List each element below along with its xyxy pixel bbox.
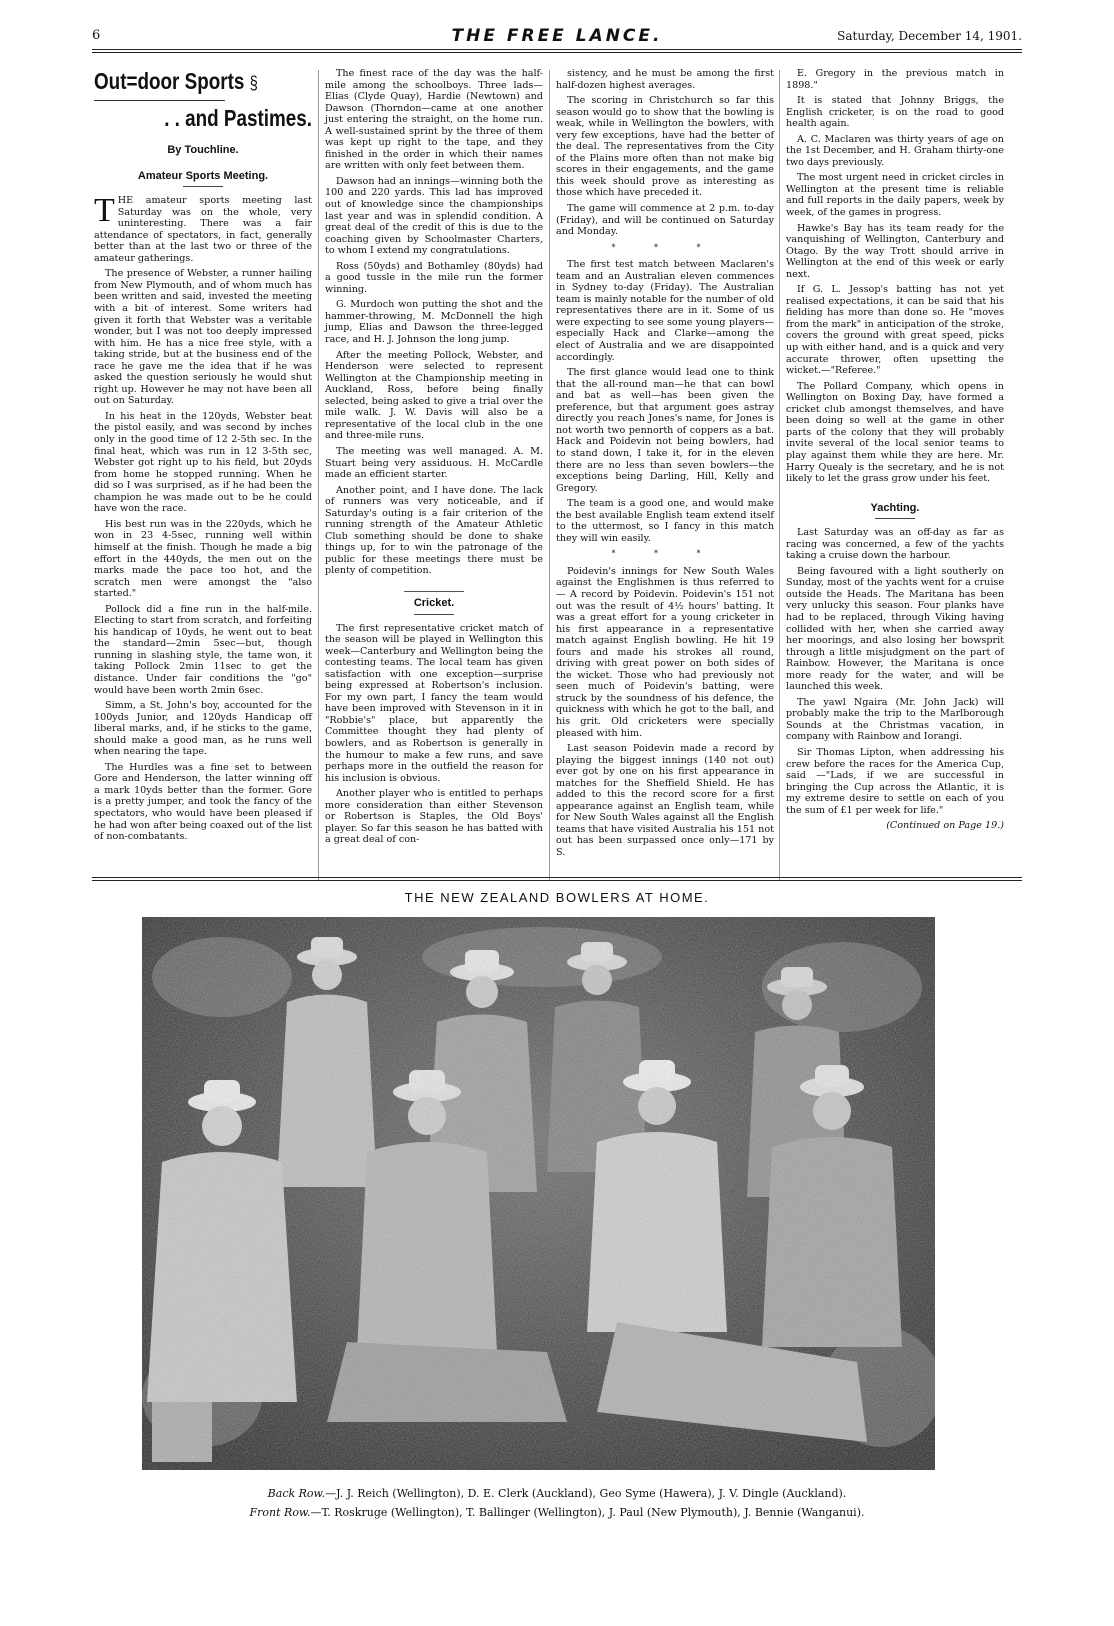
column-1 (94, 68, 312, 847)
article-title-line-2: . . and Pastimes. (164, 105, 312, 131)
page-number: 6 (92, 28, 101, 43)
section-heading-cricket: Cricket. (413, 596, 455, 609)
column-3-body-a (556, 68, 774, 238)
paragraph: His best run was in the 220yds, which he won in 23 4-5sec, running well within himself at the finish. Though he made a big effort in the 440yds, the men out on the marks made the pace too hot, and the scratch men were amongst the "also started." (94, 518, 312, 600)
paragraph: The first glance would lead one to think that the all-round man—he that can bowl and bat as well—has been given the preference, but that argument goes astray directly you reach Jones's name, for Jones is not worth two pennorth of coppers as a bat. Hack and Poidevin not being bowlers, had to stand down, I take it, for in the eleven there are no less than seven bowlers—the exceptions being Darling, Hill, Kelly and Gregory. (556, 367, 774, 494)
paragraph: The Hurdles was a fine set to between Gore and Henderson, the latter winning off a mark 10yds better than the former. Gore is a pretty jumper, and took the fancy of the spectators, who would have been pleased if he had won after being coaxed out of the list of non-combatants. (94, 761, 312, 843)
column-2-body-b (325, 623, 543, 846)
paragraph: Another point, and I have done. The lack of runners was very noticeable, and if Saturday's outing is a fair criterion of the running strength of the Amateur Athletic Club something should be done to shake things up, for to win the patronage of the public for these meetings there must be plenty of competition. (325, 484, 543, 577)
front-row-label: Front Row. (249, 1506, 311, 1519)
section-rule (414, 614, 454, 615)
paragraph: Sir Thomas Lipton, when addressing his crew before the races for the America Cup, said —"Lads, if we are successful in bringing the Cup across the Atlantic, it is my extreme desire to settle on each of you the sum of £1 per week for life." (786, 746, 1004, 816)
paragraph: The team is a good one, and would make the best available English team extend itself to the uttermost, so I fancy in this match they will win easily. (556, 498, 774, 544)
paragraph: G. Murdoch won putting the shot and the hammer-throwing, M. McDonnell the high jump, Elias and Dawson the three-legged race, and H. J. Johnson the long jump. (325, 299, 543, 346)
section-heading-yachting: Yachting. (870, 501, 920, 514)
publication-title: THE FREE LANCE. (451, 26, 663, 46)
column-divider (779, 70, 780, 880)
back-row-names: —J. J. Reich (Wellington), D. E. Clerk (Auckland), Geo Syme (Hawera), J. V. Dingle (Auckland). (325, 1487, 847, 1500)
paragraph: A. C. Maclaren was thirty years of age on the 1st December, and H. Graham thirty-one two days previously. (786, 133, 1004, 168)
section-rule (875, 518, 915, 519)
paragraph: Hawke's Bay has its team ready for the vanquishing of Wellington, Canterbury and Otago. By the way Trott should arrive in Wellington at the end of this week or early next. (786, 222, 1004, 280)
front-row-names: —T. Roskruge (Wellington), T. Ballinger (Wellington), J. Paul (New Plymouth), J. Bennie (Wanganui). (310, 1506, 865, 1519)
header-rule-2 (92, 52, 1022, 53)
paragraph: The presence of Webster, a runner hailing from New Plymouth, and of whom much has been written and said, invested the meeting with a bit of interest. Some writers had given it forth that Webster was a veritable wonder, but I was not too deeply impressed with him. He has a nice free style, with a taking stride, but at the business end of the race he gave me the idea that if he was asked the question seriously he would shut right up. However he may not have been all out on Saturday. (94, 268, 312, 407)
paragraph: Last season Poidevin made a record by playing the biggest innings (140 not out) ever got by one on his first appearance in matches for the Sheffield Shield. He has added to this the record score for a first appearance against an English team, while for New South Wales against all the English teams that have visited Australia his 151 not out has been surpassed once only—171 by S. (556, 743, 774, 858)
paragraph: Last Saturday was an off-day as far as racing was concerned, a few of the yachts taking a cruise down the harbour. (786, 527, 1004, 562)
back-row-label: Back Row. (267, 1487, 326, 1500)
section-rule (183, 186, 223, 187)
column-3-body-b (556, 259, 774, 544)
continued-note: (Continued on Page 19.) (886, 820, 1004, 832)
section-heading-amateur: Amateur Sports Meeting. (137, 169, 269, 182)
paragraph: The finest race of the day was the half-mile among the schoolboys. Three lads—Elias (Clyde Quay), Hardie (Newtown) and Dawson (Thorndon—came at one another just entering the straight, on the home run. A well-sustained sprint by the three of them was kept up right to the tape, and they finished in the order in which their names are written with only feet between them. (325, 68, 543, 172)
photo-title: THE NEW ZEALAND BOWLERS AT HOME. (404, 890, 710, 905)
paragraph: Ross (50yds) and Bothamley (80yds) had a good tussle in the mile run the former winning. (325, 260, 543, 295)
section-break: * * * (611, 549, 719, 559)
column-4 (786, 68, 1004, 836)
team-photograph (142, 917, 935, 1470)
issue-date: Saturday, December 14, 1901. (837, 29, 1022, 43)
paragraph: Simm, a St. John's boy, accounted for the 100yds Junior, and 120yds Handicap off liberal marks, and, if he sticks to the game, should make a good man, as he runs well when nearing the tape. (94, 700, 312, 758)
paragraph: The most urgent need in cricket circles in Wellington at the present time is reliable and full reports in the daily papers, week by week, of the games in progress. (786, 172, 1004, 219)
ornament-icon: § (249, 73, 258, 93)
paragraph: Being favoured with a light southerly on Sunday, most of the yachts went for a cruise outside the Heads. The Maritana has been very unlucky this season. Four planks have had to be replaced, through Viking having collided with her, when she carried away her moorings, and also losing her bowsprit through a little misjudgment on the part of Rainbow. However, the Maritana is once more ready for the water, and will be launched this week. (786, 565, 1004, 693)
photo-illustration (142, 917, 935, 1470)
section-break: * * * (611, 242, 719, 252)
column-3-body-c (556, 566, 774, 859)
paragraph: It is stated that Johnny Briggs, the English cricketer, is on the road to good health again. (786, 95, 1004, 130)
column-1-body (94, 192, 312, 843)
section-rule (404, 591, 464, 592)
paragraph: Pollock did a fine run in the half-mile. Electing to start from scratch, and forfeiting his handicap of 10yds, he went out to beat the standard—2min 5sec—but, though running in slashing style, the tame won, it taking Pollock 2min 11sec to get the distance. Under fair conditions the "go" would have been worth 2min 6sec. (94, 603, 312, 696)
column-3 (556, 68, 774, 863)
masthead (92, 26, 1022, 48)
photo-top-rule (92, 877, 1022, 878)
paragraph: sistency, and he must be among the first half-dozen highest averages. (556, 68, 774, 91)
paragraph: The yawl Ngaira (Mr. John Jack) will probably make the trip to the Marlborough Sounds at the Christmas vacation, in company with Rainbow and Iorangi. (786, 696, 1004, 743)
byline: By Touchline. (167, 144, 239, 156)
paragraph: Poidevin's innings for New South Wales against the Englishmen is thus referred to — A record by Poidevin. Poidevin's 151 not out was the result of 4½ hours' batting. It was a great effort for a young cricketer in his first appearance in a representative match against English bowling. He hit 19 fours and made his strokes all round, driving with great power on both sides of the wicket. Those who had previously not seen much of Poidevin's batting, were struck by the soundness of his defence, the quickness with which he got to the ball, and his grit. Old cricketers were specially pleased with him. (556, 565, 774, 739)
paragraph: Dawson had an innings—winning both the 100 and 220 yards. This lad has improved out of knowledge since the championships last year and was in splendid condition. A great deal of the credit of this is due to the coaching given by Schoolmaster Charters, to whom I extend my congratulations. (325, 175, 543, 257)
photo-top-rule-2 (92, 880, 1022, 881)
paragraph: The first representative cricket match of the season will be played in Wellington this week—Canterbury and Wellington being the contesting teams. The local team has given satisfaction with one exception—surprise being expressed at Robertson's inclusion. For my own part, I fancy the team would have been improved with Stevenson in it in "Robbie's" place, but apparently the Committee thought they had plenty of bowlers, and as Robertson is generally in the humour to make a few runs, and save perhaps more in the outfield the reason for his inclusion is obvious. (325, 622, 543, 784)
paragraph: If G. L. Jessop's batting has not yet realised expectations, it can be said that his fielding has more than done so. He "moves from the mark" in anticipation of the stroke, covers the ground with great speed, picks up with either hand, and is a quick and very accurate thrower, often upsetting the wicket.—"Referee." (786, 284, 1004, 377)
paragraph: THE amateur sports meeting last Saturday was on the whole, very uninteresting. There was a fair attendance of spectators, in fact, generally better than at the last two or three of the amateur gatherings. (94, 192, 312, 264)
paragraph: Another player who is entitled to perhaps more consideration than either Stevenson or Robertson is Staples, the Old Boys' player. So far this season he has batted with a great deal of con- (325, 788, 543, 846)
paragraph: E. Gregory in the previous match in 1898." (786, 68, 1004, 91)
drop-cap: T (94, 192, 115, 230)
header-rule (92, 49, 1022, 50)
paragraph: The scoring in Christchurch so far this season would go to show that the bowling is weak, while in Wellington the bowlers, with very few exceptions, have had the better of the deal. The representatives from the City of the Plains more often than not make big scores in their engagements, and the game this week should prove as interesting as those which have preceded it. (556, 95, 774, 199)
caption-back-row (92, 1487, 1022, 1500)
article-title-line-1: Out=door Sports § (94, 68, 258, 94)
title-rule (94, 100, 225, 101)
paragraph: The first test match between Maclaren's team and an Australian eleven commences in Sydney to-day (Friday). The Australian team is mainly notable for the number of old representatives there are in it. Some of us were expecting to see some young players—especially Hack and Clarke—among the elect of Australia and we are disappointed accordingly. (556, 259, 774, 363)
column-4-body-b (786, 527, 1004, 816)
caption-front-row (92, 1506, 1022, 1519)
column-divider (318, 70, 319, 880)
paragraph: The game will commence at 2 p.m. to-day (Friday), and will be continued on Saturday and Monday. (556, 203, 774, 238)
column-2-body-a (325, 68, 543, 577)
paragraph: In his heat in the 120yds, Webster beat the pistol easily, and was second by inches only in the good time of 12 2-5th sec. In the final heat, which was run in 12 3-5th sec, Webster got right up to his field, but 20yds from home he stopped running. When he did so I was surprised, as if he had been the champion he was made out to be he could have won the race. (94, 410, 312, 515)
column-2 (325, 68, 543, 850)
paragraph: The meeting was well managed. A. M. Stuart being very assiduous. H. McCardle made an efficient starter. (325, 445, 543, 481)
column-divider (549, 70, 550, 880)
paragraph: After the meeting Pollock, Webster, and Henderson were selected to represent Wellington at the Championship meeting in Auckland, Ross, before being finally selected, being asked to give a trial over the mile walk. J. W. Davis will also be a representative of the local club in the one and three-mile runs. (325, 349, 543, 442)
column-4-body-a (786, 68, 1004, 485)
paragraph: The Pollard Company, which opens in Wellington on Boxing Day, have formed a cricket club amongst themselves, and have been doing so well at the game in other parts of the colony that they will probably invite several of the local senior teams to play against them while they are here. Mr. Harry Quealy is the secretary, and he is not likely to let the grass grow under his feet. (786, 380, 1004, 485)
